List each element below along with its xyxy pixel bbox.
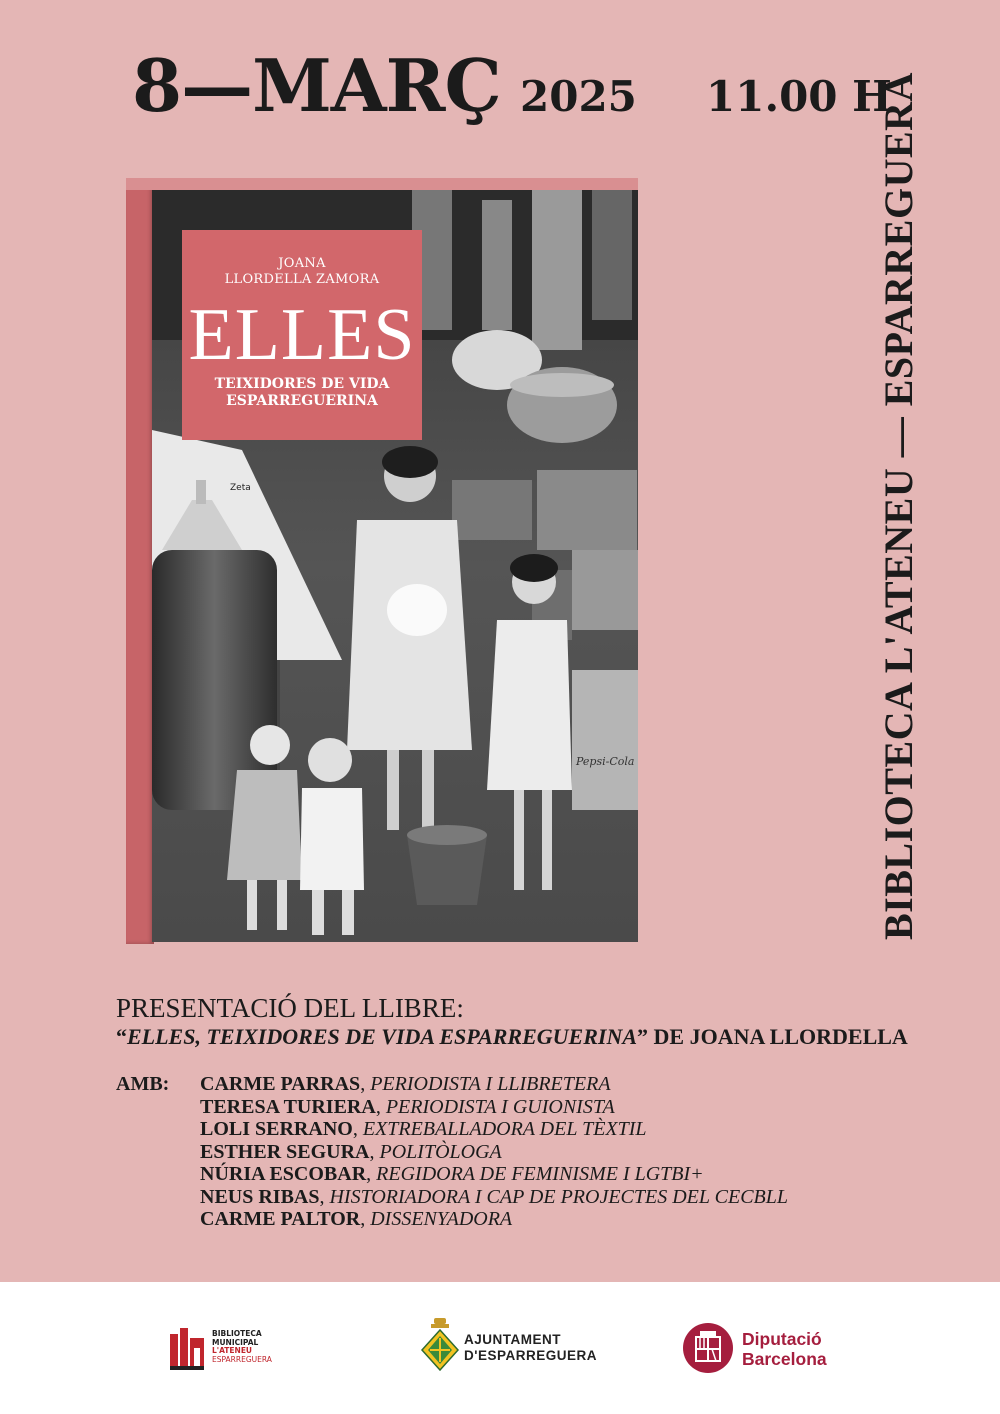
cover-author-first: JOANA	[278, 256, 326, 271]
participant-item: CARME PARRAS, PERIODISTA I LLIBRETERA	[200, 1073, 611, 1095]
cover-subtitle	[182, 376, 422, 410]
presentation-label: PRESENTACIÓ DEL LLIBRE:	[116, 993, 464, 1023]
participant-item: TERESA TURIERA, PERIODISTA I GUIONISTA	[200, 1095, 615, 1118]
participant-item: CARME PALTOR, DISSENYADORA	[200, 1208, 513, 1230]
event-time: 11.00 H	[706, 72, 892, 121]
participants-list	[200, 1073, 788, 1231]
participant-item: NÚRIA ESCOBAR, REGIDORA DE FEMINISME I LGTBI+	[200, 1163, 704, 1185]
presentation-author: DE JOANA LLORDELLA	[648, 1024, 908, 1049]
cover-subtitle-line2: ESPARREGUERINA	[226, 393, 378, 409]
library-logo	[168, 1324, 288, 1372]
venue-vertical: BIBLIOTECA L'ATENEU — ESPARREGUERA	[876, 72, 921, 940]
participant-item: NEUS RIBAS, HISTORIADORA I CAP DE PROJECTES DEL CECBLL	[200, 1185, 789, 1208]
event-year: 2025	[520, 72, 637, 121]
event-date: 8—MARÇ	[132, 43, 501, 128]
cover-subtitle-line1: TEIXIDORES DE VIDA	[214, 376, 390, 392]
crate-label-zeta: Zeta	[230, 483, 251, 493]
presentation-book-line	[116, 1025, 908, 1049]
participant-item: ESTHER SEGURA, POLITÒLOGA	[200, 1140, 502, 1163]
footer-logos	[0, 1282, 1000, 1414]
book-cover-image	[126, 178, 638, 944]
diputacio-seal-icon	[682, 1322, 734, 1374]
presentation-book-title: ELLES, TEIXIDORES DE VIDA ESPARREGUERINA	[127, 1024, 638, 1049]
close-quote: ”	[637, 1024, 649, 1049]
open-quote: “	[116, 1024, 127, 1049]
book-front	[152, 190, 638, 942]
cover-title: ELLES	[188, 294, 416, 376]
participants-label: AMB:	[116, 1073, 170, 1095]
library-building-icon	[168, 1324, 208, 1372]
diputacio-logo	[682, 1322, 852, 1376]
cover-title-box	[182, 230, 422, 440]
cover-author-last: LLORDELLA ZAMORA	[224, 272, 380, 287]
library-logo-text: BIBLIOTECA MUNICIPAL L'ATENEU ESPARREGUERA	[212, 1329, 272, 1364]
cover-author	[182, 256, 422, 288]
book-top-edge	[126, 178, 638, 190]
diputacio-logo-text: Diputació Barcelona	[742, 1329, 827, 1369]
council-logo-text: AJUNTAMENT D'ESPARREGUERA	[464, 1332, 597, 1363]
council-logo	[420, 1316, 600, 1376]
council-shield-icon	[420, 1316, 460, 1374]
book-spine	[126, 178, 154, 944]
participant-item: LOLI SERRANO, EXTREBALLADORA DEL TÈXTIL	[200, 1118, 647, 1140]
crate-label-pepsi: Pepsi-Cola	[576, 755, 635, 768]
